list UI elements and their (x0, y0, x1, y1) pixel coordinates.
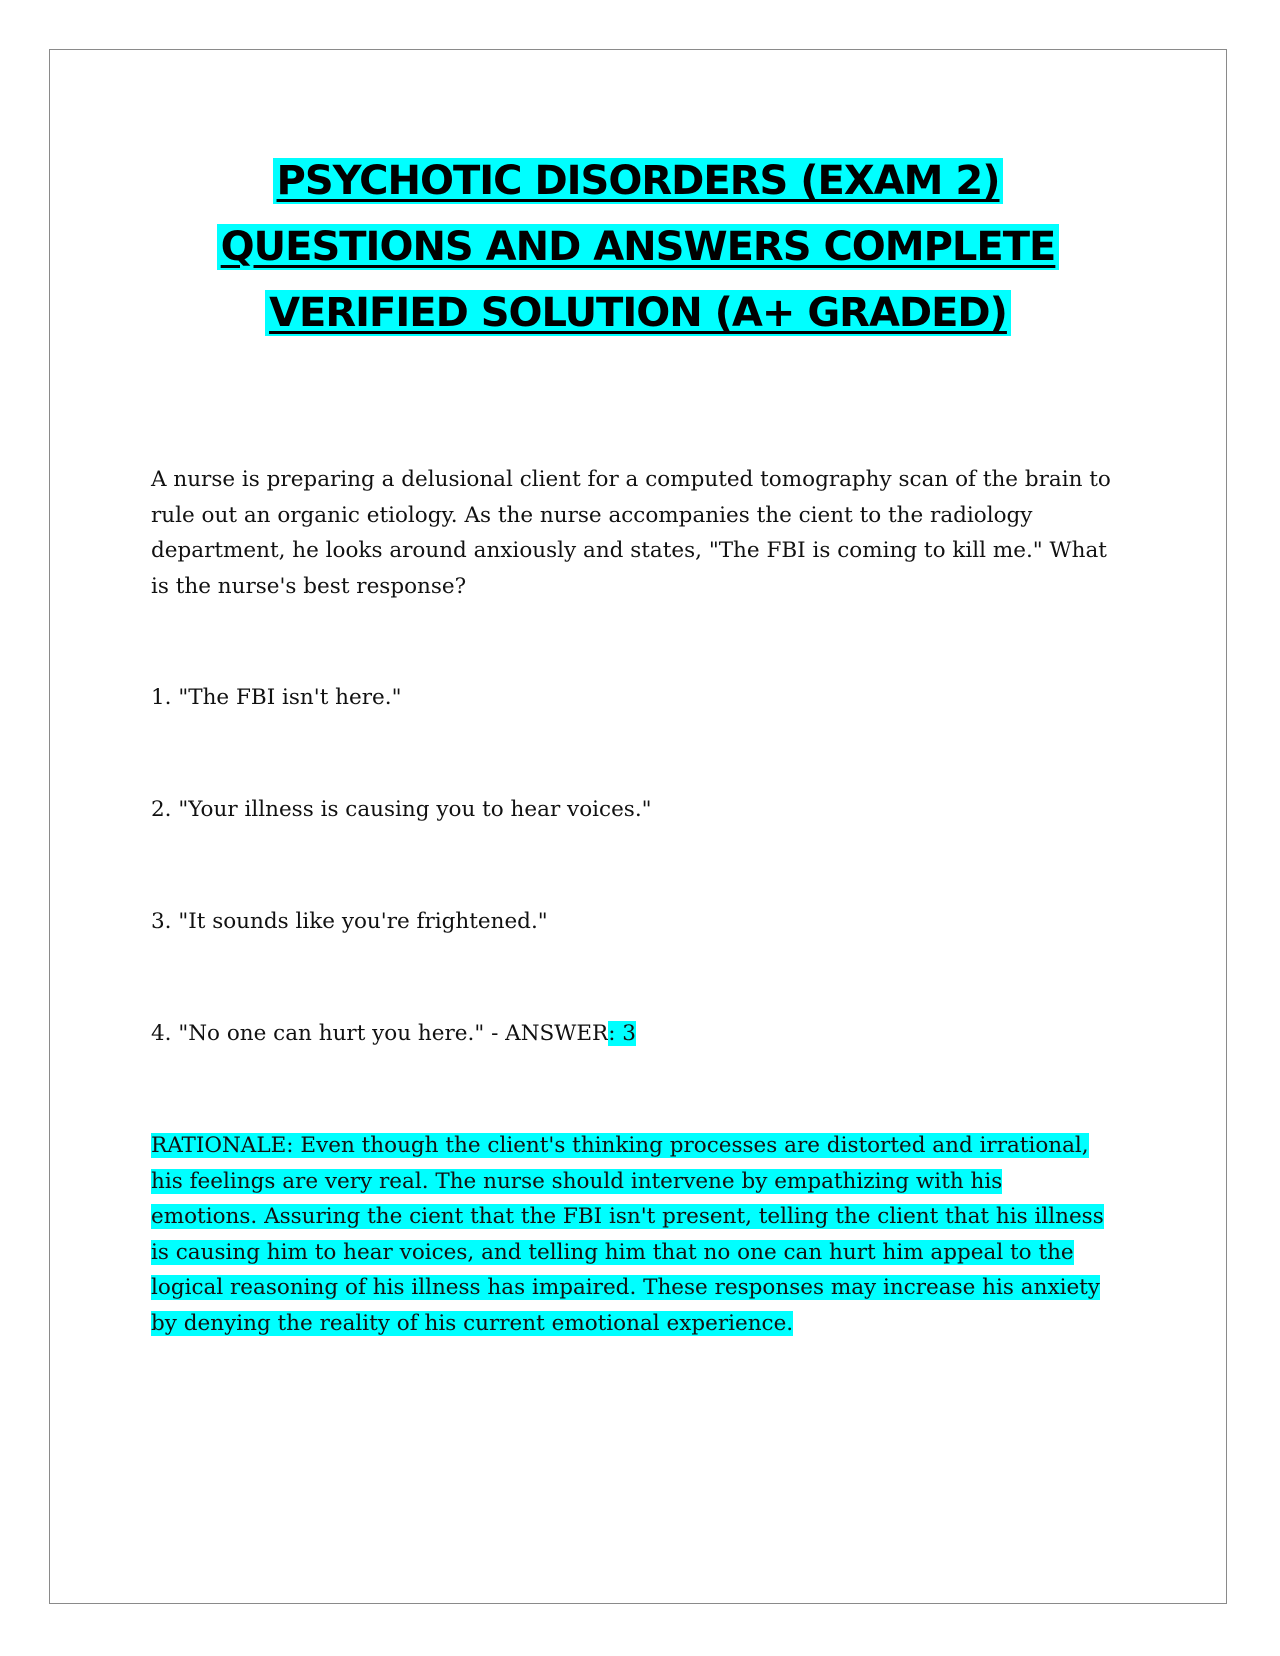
answer-highlight: : 3 (608, 1021, 636, 1046)
title-line-1: PSYCHOTIC DISORDERS (EXAM 2) (0, 148, 1276, 214)
document-title (0, 148, 1276, 346)
rationale-text: RATIONALE: Even though the client's thinking processes are distorted and irrational, his feelings are very real. The nurse should intervene by empathizing with his emotions. Assuring the cient that the FBI isn't present, telling the client that his illness is causing him to hear voices, and telling him that no one can hurt him appeal to the logical reasoning of his illness has impaired. These responses may increase his anxiety by denying the reality of his current emotional experience. (151, 1133, 1104, 1336)
answer-option-4-text: 4. "No one can hurt you here." - ANSWER (151, 1021, 609, 1046)
rationale-paragraph (151, 1128, 1111, 1341)
question-text: A nurse is preparing a delusional client for a computed tomography scan of the brain to rule out an organic etiology. As the nurse accompanies the cient to the radiology department, he looks around anxiously and states, "The FBI is coming to kill me." What is the nurse's best response? (151, 467, 1111, 599)
answer-option-2: 2. "Your illness is causing you to hear voices." (151, 797, 652, 822)
answer-option-3: 3. "It sounds like you're frightened." (151, 909, 548, 934)
title-line-2: QUESTIONS AND ANSWERS COMPLETE (0, 214, 1276, 280)
answer-option-1: 1. "The FBI isn't here." (151, 685, 402, 710)
title-line-3: VERIFIED SOLUTION (A+ GRADED) (0, 280, 1276, 346)
answer-option-4 (151, 1016, 1111, 1052)
